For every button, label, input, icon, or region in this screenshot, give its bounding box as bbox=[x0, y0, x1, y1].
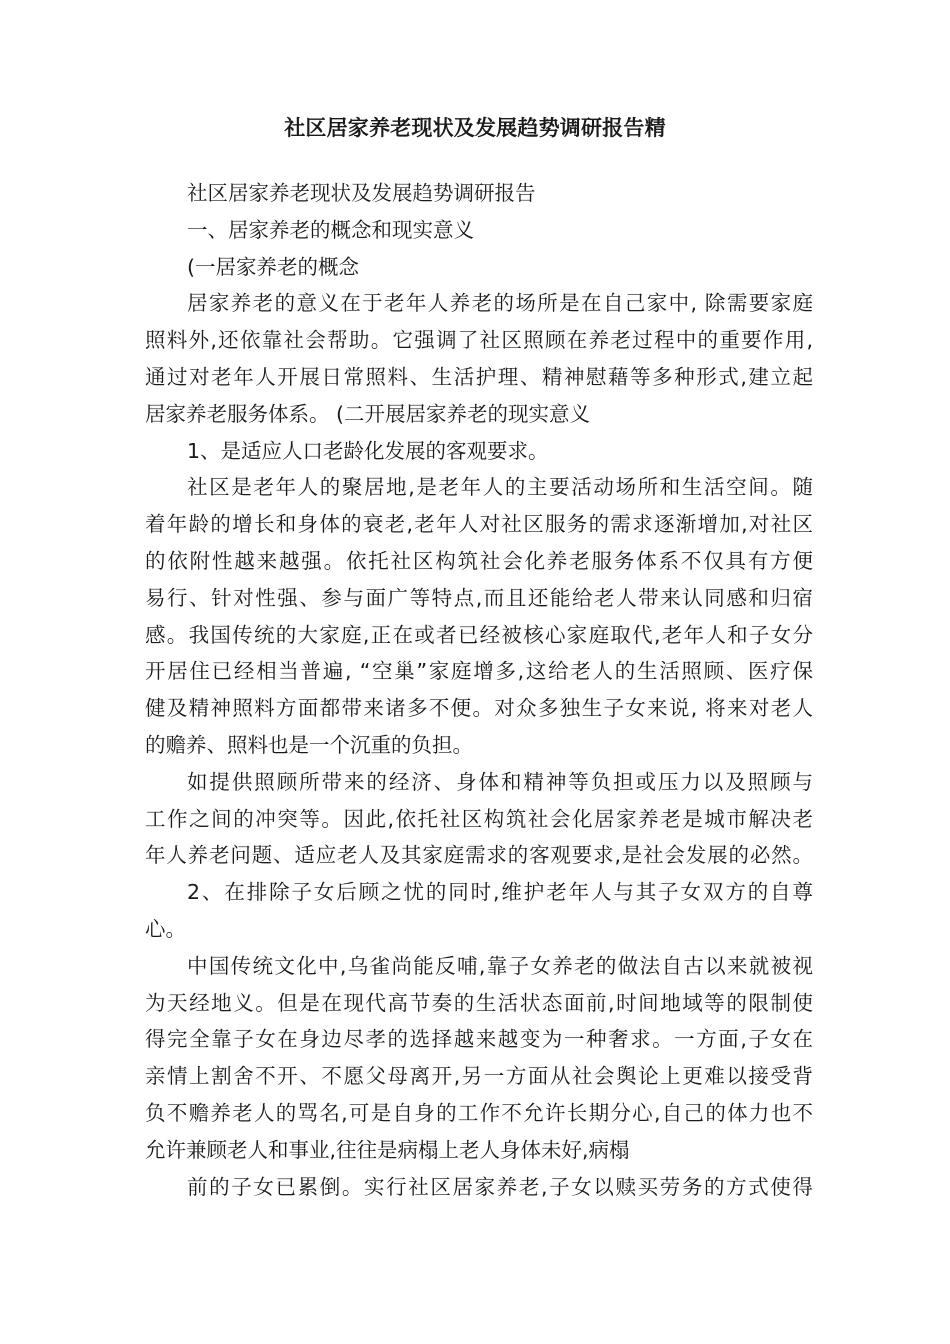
text-line: 得完全靠子女在身边尽孝的选择越来越变为一种奢求。一方面,子女在 bbox=[145, 1027, 813, 1052]
text-line: (一居家养老的概念 bbox=[187, 254, 359, 279]
text-line: 社区是老年人的聚居地,是老年人的主要活动场所和生活空间。随 bbox=[187, 475, 813, 500]
document-title: 社区居家养老现状及发展趋势调研报告精 bbox=[284, 116, 666, 140]
text-line: 为天经地义。但是在现代高节奏的生活状态面前,时间地域等的限制使 bbox=[145, 990, 813, 1015]
text-line: 通过对老年人开展日常照料、生活护理、精神慰藉等多种形式,建立起 bbox=[145, 364, 813, 389]
text-line: 心。 bbox=[145, 916, 186, 941]
text-line: 居家养老服务体系。 (二开展居家养老的现实意义 bbox=[145, 401, 591, 426]
text-line: 如提供照顾所带来的经济、身体和精神等负担或压力以及照顾与 bbox=[187, 769, 813, 794]
text-line: 中国传统文化中,乌雀尚能反哺,靠子女养老的做法自古以来就被视 bbox=[187, 953, 813, 978]
text-line: 一、居家养老的概念和现实意义 bbox=[187, 217, 474, 242]
text-line: 工作之间的冲突等。因此,依托社区构筑社会化居家养老是城市解决老 bbox=[145, 806, 813, 831]
text-line: 负不赡养老人的骂名,可是自身的工作不允许长期分心,自己的体力也不 bbox=[145, 1100, 813, 1125]
text-line: 允许兼顾老人和事业,往往是病榻上老人身体未好,病榻 bbox=[145, 1137, 630, 1162]
text-line: 亲情上割舍不开、不愿父母离开,另一方面从社会舆论上更难以接受背 bbox=[145, 1064, 813, 1089]
text-line: 年人养老问题、适应老人及其家庭需求的客观要求,是社会发展的必然。 bbox=[145, 843, 813, 868]
text-line: 开居住已经相当普遍, “空巢”家庭增多,这给老人的生活照顾、医疗保 bbox=[145, 659, 813, 684]
text-line: 照料外,还依靠社会帮助。它强调了社区照顾在养老过程中的重要作用, bbox=[145, 328, 813, 353]
text-line: 居家养老的意义在于老年人养老的场所是在自己家中, 除需要家庭 bbox=[187, 291, 813, 316]
text-line: 的赡养、照料也是一个沉重的负担。 bbox=[145, 732, 473, 757]
text-line: 2、在排除子女后顾之忧的同时,维护老年人与其子女双方的自尊 bbox=[187, 880, 813, 905]
text-line: 社区居家养老现状及发展趋势调研报告 bbox=[187, 181, 536, 205]
text-line: 感。我国传统的大家庭,正在或者已经被核心家庭取代,老年人和子女分 bbox=[145, 622, 813, 647]
text-line: 着年龄的增长和身体的衰老,老年人对社区服务的需求逐渐增加,对社区 bbox=[145, 512, 813, 537]
text-line: 易行、针对性强、参与面广等特点,而且还能给老人带来认同感和归宿 bbox=[145, 585, 813, 610]
text-line: 健及精神照料方面都带来诸多不便。对众多独生子女来说, 将来对老人 bbox=[145, 696, 813, 721]
text-line: 的依附性越来越强。依托社区构筑社会化养老服务体系不仅具有方便 bbox=[145, 548, 813, 573]
text-line: 前的子女已累倒。实行社区居家养老,子女以赎买劳务的方式使得 bbox=[187, 1174, 813, 1199]
text-line: 1、是适应人口老龄化发展的客观要求。 bbox=[187, 438, 549, 463]
document-body bbox=[145, 175, 813, 1205]
